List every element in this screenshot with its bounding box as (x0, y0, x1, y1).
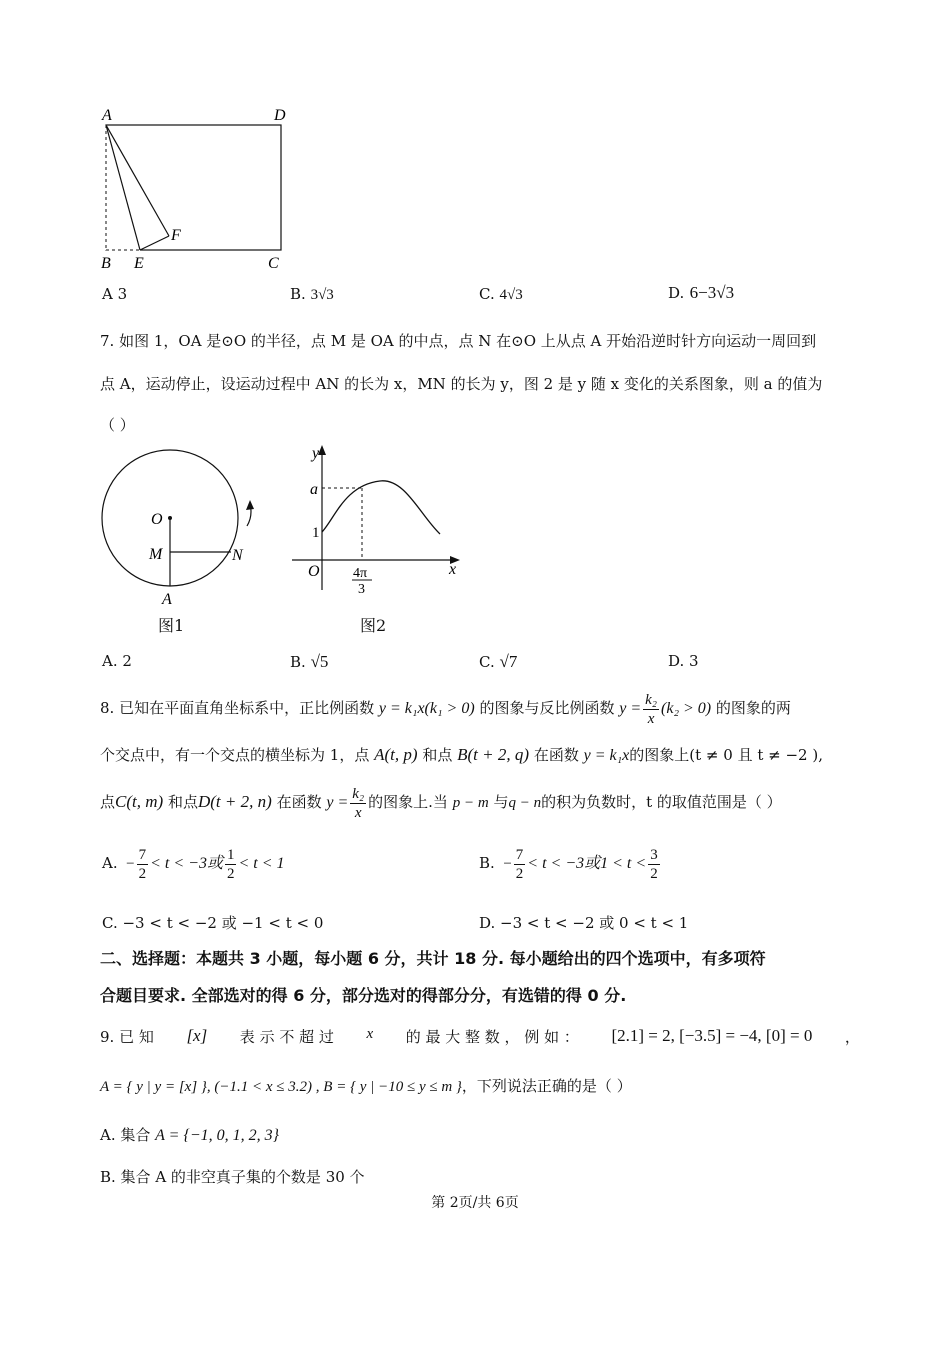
q7-option-b-value: √5 (310, 652, 329, 671)
q8-l3-text-g: 与 (493, 793, 509, 811)
fig2-label-x: x (449, 561, 457, 578)
q8-l1-formula-2-post: (k₂ > 0) (661, 700, 712, 717)
fig2-label-y: y (312, 445, 320, 462)
fig2-caption: 图2 (360, 616, 387, 635)
q6-option-b-label: B. (290, 285, 306, 303)
q8-opt-a-frac-2 (225, 846, 237, 883)
q8-l3-frac-num: k₂ (352, 785, 365, 802)
q8-l1-formula-1: y = k₁x(k₁ > 0) (378, 700, 475, 717)
q9-l1-text-c: 表 示 不 超 过 (239, 1028, 334, 1046)
label-E: E (134, 255, 144, 272)
q8-opt-b-mid: < t < −3或1 < t < (527, 855, 647, 872)
q6-option-c-label: C. (479, 285, 495, 303)
q8-l3-formula-pre: y = (326, 794, 349, 811)
q7-option-c-value: √7 (499, 652, 518, 671)
q8-opt-a-d1: 2 (138, 865, 147, 882)
q6-option-a: A 3 (102, 285, 128, 303)
q8-opt-a-frac-1 (137, 846, 149, 883)
q9-opt-a-label: A. 集合 (100, 1126, 151, 1144)
q7-line-2: 点 A，运动停止，设运动过程中 AN 的长为 x，MN 的长为 y，图 2 是 y 随 x 变化的关系图象，则 a 的值为 (100, 375, 823, 393)
graph-figure (290, 440, 470, 600)
fig2-label-O: O (308, 563, 320, 580)
q9-l1-text-e: 的 最 大 整 数 ， 例 如 ： (405, 1028, 579, 1046)
q8-option-a: A. − $\frac{7}{2}$ < t < −3或 $\frac{1}{2}$ < t < 1 (102, 846, 285, 882)
q9-l2-sets: A = { y | y = [x] }, (−1.1 < x ≤ 3.2) , B = { y | −10 ≤ y ≤ m } (100, 1079, 462, 1095)
q8-line-3 (100, 782, 782, 823)
fig2-tick-den: 3 (358, 582, 365, 597)
label-D: D (274, 107, 286, 124)
q8-l3-expr-1: p − m (452, 795, 489, 811)
q8-l2-text-d: 的图象上(t ≠ 0 且 t ≠ −2 ), (629, 746, 823, 764)
fig1-label-A: A (162, 591, 172, 608)
q6-option-d-label: D. (668, 284, 685, 302)
q8-opt-a-d2: 2 (226, 865, 235, 882)
q9-l1-bracket-x: [x] (186, 1026, 208, 1045)
q7-option-b-label: B. (290, 653, 306, 671)
q8-l2-point-B: B(t + 2, q) (457, 745, 530, 764)
q8-l1-text-a: 8. 已知在平面直角坐标系中，正比例函数 (100, 699, 375, 717)
q8-opt-a-n1: 7 (138, 846, 147, 863)
q7-line-3: （ ） (100, 416, 135, 434)
label-B: B (101, 255, 111, 272)
q8-l3-point-C: C(t, m) (115, 792, 164, 811)
q8-l3-text-a: 点 (100, 793, 116, 811)
fig1-label-N: N (232, 547, 243, 564)
q8-opt-b-label: B. (479, 854, 495, 872)
q8-opt-a-n2: 1 (226, 846, 235, 863)
page-footer: 第 2页/共 6页 (431, 1195, 519, 1211)
q6-option-c (479, 285, 523, 304)
q8-l2-text-c: 在函数 (533, 746, 579, 764)
q9-l1-examples: [2.1] = 2, [−3.5] = −4, [0] = 0 (611, 1026, 813, 1045)
fig2-tick-num: 4π (353, 566, 368, 581)
q6-option-d-value: 6−3√3 (689, 283, 735, 302)
q8-l3-expr-2: q − n (508, 795, 542, 811)
fig1-label-O: O (151, 511, 163, 528)
q8-option-d: D. −3 < t < −2 或 0 < t < 1 (479, 914, 689, 932)
q8-l1-text-b: 的图象与反比例函数 (479, 699, 615, 717)
label-A: A (102, 107, 112, 124)
fig1-caption: 图1 (158, 616, 185, 635)
q8-option-c: C. −3 < t < −2 或 −1 < t < 0 (102, 914, 324, 932)
q8-l2-text-a: 个交点中，有一个交点的横坐标为 1，点 (100, 746, 370, 764)
q8-l3-text-b: 和点 (167, 793, 198, 811)
q8-opt-a-mid: < t < −3或 (150, 855, 223, 872)
fig2-label-1: 1 (312, 525, 320, 541)
q7-option-d: D. 3 (668, 652, 699, 670)
q8-l3-fraction (350, 785, 366, 822)
q8-opt-b-d1: 2 (515, 865, 524, 882)
q8-l3-frac-den: x (354, 804, 362, 821)
q7-option-c (479, 652, 517, 672)
rectangle-figure (96, 100, 296, 275)
q7-line-1: 7. 如图 1，OA 是⊙O 的半径，点 M 是 OA 的中点，点 N 在⊙O 上从点 A 开始沿逆时针方向运动一周回到 (100, 332, 817, 350)
q8-l1-frac-num: k₂ (645, 691, 658, 708)
q9-line-2 (100, 1075, 632, 1096)
q8-l1-text-c: 的图象的两 (715, 699, 791, 717)
q8-l3-point-D: D(t + 2, n) (197, 792, 272, 811)
q9-l1-text-g: ， (844, 1028, 860, 1046)
q8-opt-b-n2: 3 (650, 846, 658, 863)
q8-l2-formula: y = k₁x (583, 747, 630, 764)
q8-l1-formula-2-pre: y = (619, 700, 642, 717)
q6-option-d (668, 283, 734, 303)
fig2-label-a: a (310, 481, 318, 498)
circle-figure (95, 448, 270, 613)
q8-l3-text-i: 的积为负数时，t 的取值范围是（ ） (541, 793, 782, 811)
q8-line-1 (100, 690, 791, 728)
q8-opt-b-n1: 7 (515, 846, 524, 863)
q6-option-b (290, 285, 334, 304)
section-2-heading-line-1: 二、选择题：本题共 3 小题，每小题 6 分，共计 18 分. 每小题给出的四个选项中，有多项符 (100, 949, 766, 968)
q8-l2-text-b: 和点 (422, 746, 453, 764)
q8-line-2 (100, 744, 823, 765)
q8-opt-b-frac-1 (514, 846, 526, 883)
q9-option-b: B. 集合 A 的非空真子集的个数是 30 个 (100, 1168, 365, 1186)
q7-option-a: A. 2 (102, 652, 132, 670)
q9-l1-var-x: x (366, 1026, 374, 1042)
q6-option-b-value: 3√3 (310, 287, 334, 303)
q8-opt-a-end: < t < 1 (238, 855, 285, 872)
q8-option-b: B. − $\frac{7}{2}$ < t < −3或1 < t < $\frac{3}{2}$ (479, 846, 658, 882)
q8-opt-b-d2: 2 (650, 865, 658, 882)
q9-l1-text-a: 9. 已 知 (100, 1028, 154, 1046)
q9-option-a (100, 1124, 279, 1145)
q9-line-1 (100, 1026, 860, 1047)
q8-opt-b-frac-2 (648, 846, 660, 883)
q8-l3-text-c: 在函数 (276, 793, 322, 811)
label-F: F (171, 227, 181, 244)
q7-option-c-label: C. (479, 653, 495, 671)
q7-option-b (290, 652, 328, 672)
q9-l2-text-b: ，下列说法正确的是（ ） (461, 1077, 632, 1095)
q6-option-c-value: 4√3 (499, 287, 523, 303)
q8-l1-fraction (643, 691, 659, 728)
q8-l1-frac-den: x (647, 710, 655, 727)
label-C: C (268, 255, 279, 272)
q8-l2-point-A: A(t, p) (374, 745, 418, 764)
q8-l3-text-d: 的图象上.当 (368, 793, 448, 811)
fig1-label-M: M (149, 546, 163, 563)
q8-opt-a-label: A. (102, 854, 118, 872)
q9-opt-a-value: A = {−1, 0, 1, 2, 3} (155, 1127, 280, 1144)
section-2-heading-line-2: 合题目要求. 全部选对的得 6 分，部分选对的得部分分，有选错的得 0 分. (100, 986, 627, 1005)
